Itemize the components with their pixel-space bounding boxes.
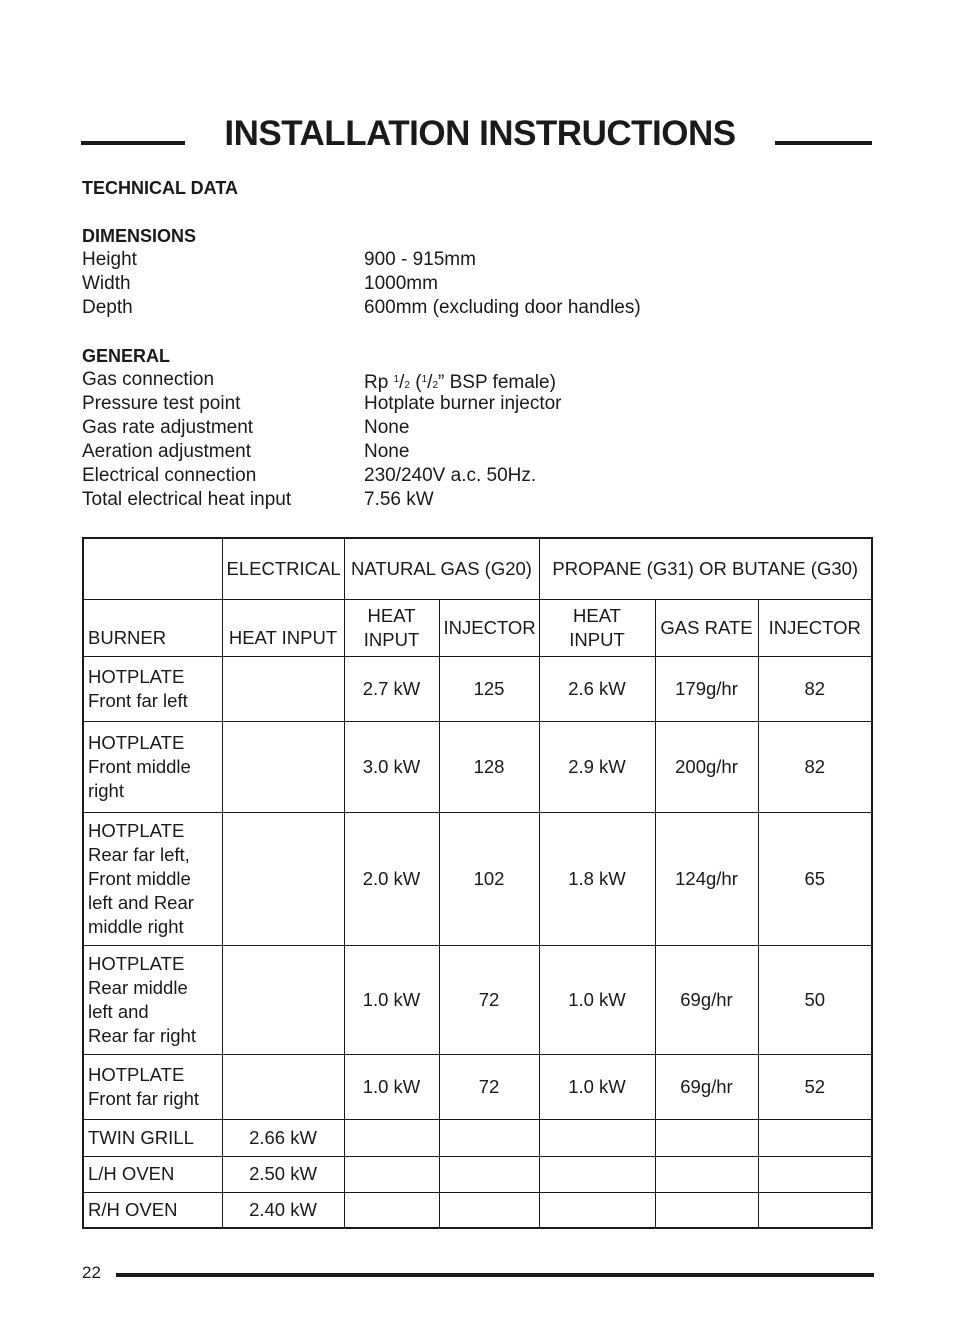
lpg-injector-cell: 50 [758,945,872,1054]
table-row [83,1156,872,1192]
spec-value: 600mm (excluding door handles) [364,297,641,318]
lpg-injector-cell: 82 [758,656,872,721]
table-header-blank [83,538,222,599]
lpg-injector-cell: 82 [758,721,872,812]
lpg-rate-cell [655,1119,758,1156]
lpg-rate-cell [655,1192,758,1228]
lpg-heat-cell: 2.9 kW [539,721,655,812]
ng-heat-cell: 2.0 kW [344,812,439,945]
title-rule-left [81,141,185,145]
table-header-ng-heat-input: HEAT INPUT [344,599,439,656]
lpg-injector-cell: 65 [758,812,872,945]
table-header-lpg-heat-input: HEAT INPUT [539,599,655,656]
lpg-heat-cell [539,1119,655,1156]
lpg-injector-cell: 52 [758,1054,872,1119]
lpg-injector-cell [758,1156,872,1192]
burner-cell: HOTPLATE Rear middle left and Rear far right [83,945,222,1054]
table-header-heat-input: HEAT INPUT [222,599,344,656]
ng-injector-cell: 125 [439,656,539,721]
lpg-rate-cell: 200g/hr [655,721,758,812]
ng-injector-cell: 102 [439,812,539,945]
spec-label: Depth [82,297,133,318]
burner-cell: HOTPLATE Front far left [83,656,222,721]
table-row [83,1192,872,1228]
table-row [83,1054,872,1119]
lpg-heat-cell: 2.6 kW [539,656,655,721]
ng-injector-cell [439,1119,539,1156]
footer-rule [116,1273,874,1277]
spec-label: Width [82,273,131,294]
table-row [83,945,872,1054]
burner-cell: R/H OVEN [83,1192,222,1228]
spec-value: None [364,417,410,438]
ng-injector-cell: 72 [439,945,539,1054]
ng-heat-cell: 1.0 kW [344,945,439,1054]
table-header-natural-gas: NATURAL GAS (G20) [344,538,539,599]
spec-label: Gas connection [82,369,215,390]
spec-label: Electrical connection [82,465,257,486]
table-header-lpg-injector: INJECTOR [758,599,872,656]
lpg-rate-cell: 69g/hr [655,945,758,1054]
burner-cell: HOTPLATE Rear far left, Front middle left and Rear middle right [83,812,222,945]
electrical-cell: 2.40 kW [222,1192,344,1228]
electrical-cell [222,945,344,1054]
lpg-injector-cell [758,1119,872,1156]
technical-data-heading: TECHNICAL DATA [82,178,238,198]
electrical-cell [222,721,344,812]
ng-injector-cell [439,1192,539,1228]
spec-label: Aeration adjustment [82,441,251,462]
general-heading: GENERAL [82,346,171,366]
table-header-electrical: ELECTRICAL [222,538,344,599]
lpg-rate-cell: 124g/hr [655,812,758,945]
table-sub-header-row [83,599,872,656]
lpg-rate-cell: 69g/hr [655,1054,758,1119]
spec-value: 1000mm [364,273,438,294]
dimensions-heading: DIMENSIONS [82,226,197,246]
ng-heat-cell [344,1119,439,1156]
table-group-header-row [83,538,872,599]
lpg-heat-cell: 1.0 kW [539,1054,655,1119]
table-row [83,656,872,721]
spec-value: 7.56 kW [364,489,434,510]
title-rule-right [775,141,872,145]
page-title: INSTALLATION INSTRUCTIONS [224,114,736,153]
table-row [83,1119,872,1156]
table-header-ng-injector: INJECTOR [439,599,539,656]
electrical-cell [222,1054,344,1119]
table-row [83,721,872,812]
lpg-heat-cell [539,1156,655,1192]
spec-value: Rp $^1$/2 ($^1$/2” BSP female) [364,372,556,393]
spec-label: Gas rate adjustment [82,417,254,438]
electrical-cell: 2.50 kW [222,1156,344,1192]
lpg-heat-cell: 1.0 kW [539,945,655,1054]
table-row [83,812,872,945]
ng-injector-cell: 72 [439,1054,539,1119]
ng-heat-cell: 2.7 kW [344,656,439,721]
burner-cell: HOTPLATE Front far right [83,1054,222,1119]
spec-value: Hotplate burner injector [364,393,562,414]
burner-cell: HOTPLATE Front middle right [83,721,222,812]
electrical-cell [222,656,344,721]
ng-heat-cell [344,1192,439,1228]
table-header-burner: BURNER [83,599,222,656]
ng-injector-cell [439,1156,539,1192]
ng-heat-cell: 1.0 kW [344,1054,439,1119]
burner-cell: L/H OVEN [83,1156,222,1192]
ng-injector-cell: 128 [439,721,539,812]
spec-value: 900 - 915mm [364,249,476,270]
electrical-cell: 2.66 kW [222,1119,344,1156]
electrical-cell [222,812,344,945]
lpg-heat-cell [539,1192,655,1228]
spec-value: 230/240V a.c. 50Hz. [364,465,537,486]
lpg-rate-cell [655,1156,758,1192]
spec-label: Total electrical heat input [82,489,292,510]
spec-label: Height [82,249,137,270]
burner-cell: TWIN GRILL [83,1119,222,1156]
lpg-rate-cell: 179g/hr [655,656,758,721]
spec-label: Pressure test point [82,393,241,414]
page-number: 22 [82,1263,101,1282]
burner-spec-table [82,537,873,1229]
table-header-propane-butane: PROPANE (G31) OR BUTANE (G30) [539,538,872,599]
ng-heat-cell [344,1156,439,1192]
spec-value: None [364,441,410,462]
lpg-heat-cell: 1.8 kW [539,812,655,945]
ng-heat-cell: 3.0 kW [344,721,439,812]
table-header-lpg-gas-rate: GAS RATE [655,599,758,656]
lpg-injector-cell [758,1192,872,1228]
